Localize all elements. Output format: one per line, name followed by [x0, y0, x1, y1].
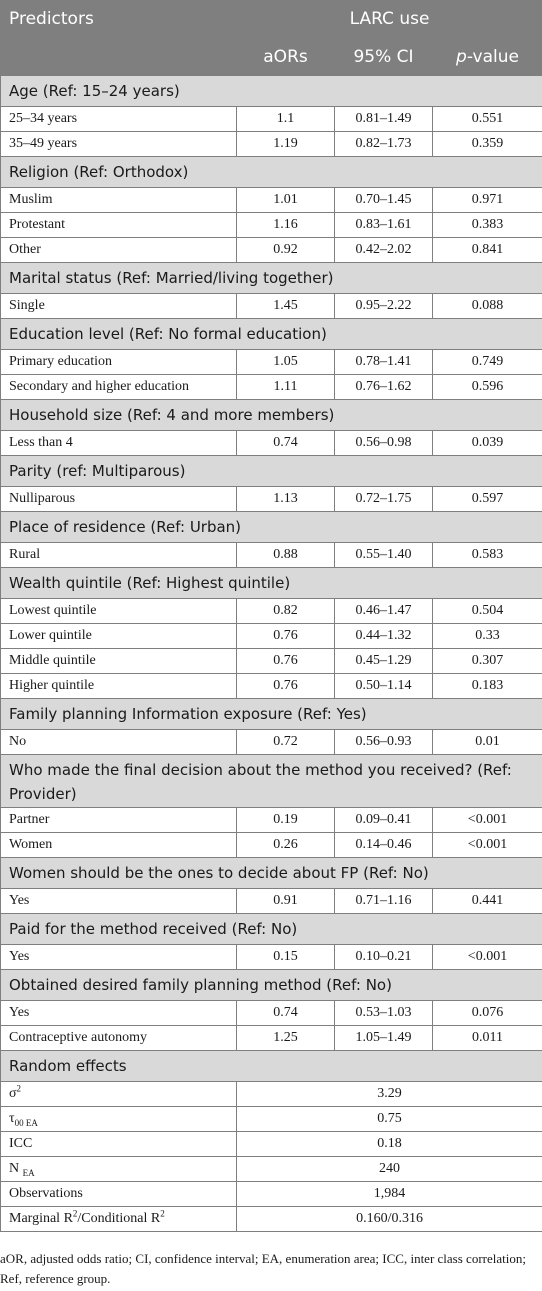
row-label: 25–34 years [1, 107, 237, 132]
ci-value: 0.14–0.46 [335, 833, 433, 858]
p-value: 0.183 [433, 674, 542, 699]
section-header-row [1, 400, 542, 431]
label-text: N [9, 1161, 23, 1176]
random-effect-value: 0.160/0.316 [237, 1207, 542, 1232]
label-text: τ [9, 1111, 15, 1126]
p-letter: p [456, 46, 467, 67]
label-subscript: 00 EA [14, 1117, 38, 1128]
section-title: Family planning Information exposure (Ref: Yes) [1, 699, 542, 730]
aor-value: 1.25 [237, 1026, 335, 1051]
aor-value: 0.19 [237, 808, 335, 833]
table-row [1, 624, 542, 649]
ci-value: 0.46–1.47 [335, 599, 433, 624]
p-value: 0.441 [433, 889, 542, 914]
row-label: Less than 4 [1, 431, 237, 456]
p-value: 0.01 [433, 730, 542, 755]
table-row [1, 649, 542, 674]
table-row [1, 487, 542, 512]
row-label: Rural [1, 543, 237, 568]
p-value-header [433, 38, 542, 76]
table-row [1, 107, 542, 132]
section-header-row [1, 76, 542, 107]
ci-value: 0.45–1.29 [335, 649, 433, 674]
p-value: 0.383 [433, 213, 542, 238]
table-row [1, 375, 542, 400]
ci-value: 0.53–1.03 [335, 1001, 433, 1026]
p-value: 0.359 [433, 132, 542, 157]
section-title: Religion (Ref: Orthodox) [1, 157, 542, 188]
row-label: Other [1, 238, 237, 263]
row-label: Yes [1, 889, 237, 914]
label-superscript: 2 [72, 1208, 78, 1219]
section-title: Who made the final decision about the method you received? (Ref: Provider) [1, 755, 542, 808]
aor-value: 0.91 [237, 889, 335, 914]
aor-value: 0.72 [237, 730, 335, 755]
ci-value: 0.50–1.14 [335, 674, 433, 699]
random-effect-label [1, 1132, 237, 1157]
p-value: <0.001 [433, 808, 542, 833]
table-row [1, 833, 542, 858]
random-effect-row [1, 1132, 542, 1157]
p-value: <0.001 [433, 945, 542, 970]
aor-value: 1.1 [237, 107, 335, 132]
random-effect-row [1, 1107, 542, 1132]
aor-value: 1.05 [237, 350, 335, 375]
ci-value: 0.71–1.16 [335, 889, 433, 914]
table-row [1, 543, 542, 568]
label-text: Marginal R [9, 1211, 73, 1226]
p-value: 0.039 [433, 431, 542, 456]
p-value: 0.596 [433, 375, 542, 400]
section-title: Women should be the ones to decide about FP (Ref: No) [1, 858, 542, 889]
row-label: No [1, 730, 237, 755]
row-label: Muslim [1, 188, 237, 213]
random-effect-value: 0.75 [237, 1107, 542, 1132]
row-label: Lowest quintile [1, 599, 237, 624]
ci-value: 0.72–1.75 [335, 487, 433, 512]
p-value: 0.307 [433, 649, 542, 674]
ci-value: 0.70–1.45 [335, 188, 433, 213]
row-label: Yes [1, 1001, 237, 1026]
section-title: Education level (Ref: No formal education) [1, 319, 542, 350]
p-value: 0.841 [433, 238, 542, 263]
row-label: Nulliparous [1, 487, 237, 512]
aor-value: 0.15 [237, 945, 335, 970]
aor-value: 1.16 [237, 213, 335, 238]
table-row [1, 188, 542, 213]
row-label: Single [1, 294, 237, 319]
aor-value: 0.92 [237, 238, 335, 263]
section-title: Obtained desired family planning method (Ref: No) [1, 970, 542, 1001]
section-header-row [1, 319, 542, 350]
label-suffix: /Conditional R [77, 1211, 161, 1226]
ci-value: 0.56–0.98 [335, 431, 433, 456]
section-header-row [1, 1051, 542, 1082]
section-header-row [1, 157, 542, 188]
aor-value: 0.82 [237, 599, 335, 624]
row-label: Women [1, 833, 237, 858]
ci-value: 0.55–1.40 [335, 543, 433, 568]
ci-value: 0.09–0.41 [335, 808, 433, 833]
aor-value: 0.76 [237, 674, 335, 699]
random-effect-value: 3.29 [237, 1082, 542, 1107]
table-row [1, 599, 542, 624]
random-effect-label [1, 1207, 237, 1232]
table-row [1, 674, 542, 699]
row-label: Higher quintile [1, 674, 237, 699]
label-text: ICC [9, 1136, 33, 1151]
ci-value: 0.78–1.41 [335, 350, 433, 375]
random-effect-label [1, 1157, 237, 1182]
random-effect-label [1, 1107, 237, 1132]
ci-value: 0.56–0.93 [335, 730, 433, 755]
label-suffix-superscript: 2 [160, 1208, 165, 1219]
table-row [1, 238, 542, 263]
p-value: 0.597 [433, 487, 542, 512]
table-row [1, 945, 542, 970]
ci-value: 0.95–2.22 [335, 294, 433, 319]
random-effect-value: 1,984 [237, 1182, 542, 1207]
p-value: 0.504 [433, 599, 542, 624]
section-header-row [1, 858, 542, 889]
aor-value: 1.19 [237, 132, 335, 157]
section-header-row [1, 914, 542, 945]
aor-value: 0.76 [237, 649, 335, 674]
p-value: 0.971 [433, 188, 542, 213]
larc-use-header: LARC use [237, 1, 542, 38]
table-row [1, 132, 542, 157]
aor-value: 1.11 [237, 375, 335, 400]
aor-value: 1.01 [237, 188, 335, 213]
aor-value: 1.13 [237, 487, 335, 512]
aor-value: 0.26 [237, 833, 335, 858]
ci-value: 1.05–1.49 [335, 1026, 433, 1051]
label-superscript: 2 [16, 1083, 22, 1094]
table-row [1, 294, 542, 319]
random-effect-row [1, 1182, 542, 1207]
aor-header: aORs [237, 38, 335, 76]
section-header-row [1, 970, 542, 1001]
aor-value: 0.74 [237, 1001, 335, 1026]
aor-value: 1.45 [237, 294, 335, 319]
section-header-row [1, 755, 542, 808]
table-row [1, 730, 542, 755]
section-title: Age (Ref: 15–24 years) [1, 76, 542, 107]
table-body [1, 76, 542, 1232]
aor-value: 0.88 [237, 543, 335, 568]
table-row [1, 808, 542, 833]
p-value: 0.749 [433, 350, 542, 375]
random-effect-row [1, 1082, 542, 1107]
random-effect-value: 0.18 [237, 1132, 542, 1157]
ci-header: 95% CI [335, 38, 433, 76]
label-text: Observations [9, 1186, 83, 1201]
p-value: 0.076 [433, 1001, 542, 1026]
ci-value: 0.44–1.32 [335, 624, 433, 649]
p-value: <0.001 [433, 833, 542, 858]
ci-value: 0.83–1.61 [335, 213, 433, 238]
table-row [1, 213, 542, 238]
section-header-row [1, 699, 542, 730]
p-value: 0.088 [433, 294, 542, 319]
section-title: Random effects [1, 1051, 542, 1082]
table-row [1, 431, 542, 456]
section-title: Wealth quintile (Ref: Highest quintile) [1, 568, 542, 599]
row-label: Protestant [1, 213, 237, 238]
section-header-row [1, 263, 542, 294]
table-row [1, 1026, 542, 1051]
random-effect-value: 240 [237, 1157, 542, 1182]
p-suffix: -value [466, 46, 519, 67]
row-label: Lower quintile [1, 624, 237, 649]
section-header-row [1, 456, 542, 487]
aor-value: 0.76 [237, 624, 335, 649]
ci-value: 0.76–1.62 [335, 375, 433, 400]
ci-value: 0.42–2.02 [335, 238, 433, 263]
row-label: Primary education [1, 350, 237, 375]
section-title: Paid for the method received (Ref: No) [1, 914, 542, 945]
section-header-row [1, 512, 542, 543]
section-title: Place of residence (Ref: Urban) [1, 512, 542, 543]
ci-value: 0.81–1.49 [335, 107, 433, 132]
row-label: Contraceptive autonomy [1, 1026, 237, 1051]
table-row [1, 350, 542, 375]
section-title: Marital status (Ref: Married/living together) [1, 263, 542, 294]
predictors-header: Predictors [1, 1, 237, 76]
row-label: Partner [1, 808, 237, 833]
section-title: Parity (ref: Multiparous) [1, 456, 542, 487]
random-effect-label [1, 1182, 237, 1207]
section-title: Household size (Ref: 4 and more members) [1, 400, 542, 431]
p-value: 0.583 [433, 543, 542, 568]
p-value: 0.551 [433, 107, 542, 132]
ci-value: 0.82–1.73 [335, 132, 433, 157]
label-text: σ [9, 1086, 17, 1101]
table-row [1, 1001, 542, 1026]
row-label: 35–49 years [1, 132, 237, 157]
ci-value: 0.10–0.21 [335, 945, 433, 970]
random-effect-label [1, 1082, 237, 1107]
random-effect-row [1, 1207, 542, 1232]
table-footnote: aOR, adjusted odds ratio; CI, confidence interval; EA, enumeration area; ICC, inter class correlation; Ref, reference group. [0, 1251, 526, 1286]
row-label: Middle quintile [1, 649, 237, 674]
label-subscript: EA [22, 1167, 35, 1178]
row-label: Secondary and higher education [1, 375, 237, 400]
table-row [1, 889, 542, 914]
random-effect-row [1, 1157, 542, 1182]
row-label: Yes [1, 945, 237, 970]
aor-value: 0.74 [237, 431, 335, 456]
p-value: 0.011 [433, 1026, 542, 1051]
table-header [1, 1, 542, 76]
section-header-row [1, 568, 542, 599]
p-value: 0.33 [433, 624, 542, 649]
